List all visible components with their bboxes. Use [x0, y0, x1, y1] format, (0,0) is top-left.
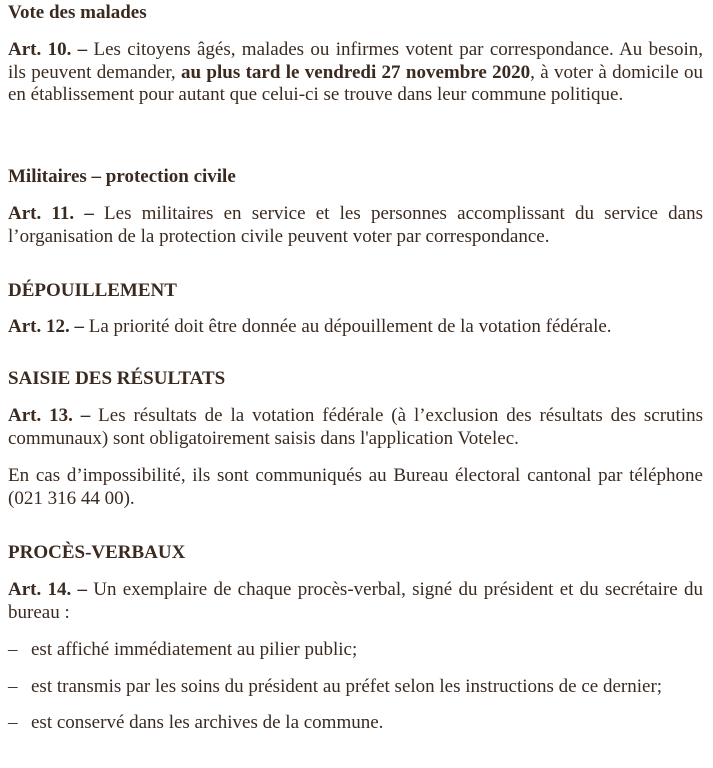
article-text: Les militaires en service et les personnes accomplissant du service dans l’organisation de la protection civile peuvent voter par correspondance. — [8, 203, 703, 247]
paragraph-art-10 — [8, 39, 703, 107]
proces-verbal-list — [8, 639, 703, 735]
article-text-end: , à voter à domicile ou en établissement pour autant que celui-ci se trouve dans leur commune politique. — [8, 61, 704, 105]
deadline-text: au plus tard le vendredi 27 novembre 2020 — [181, 61, 531, 83]
article-text: La priorité doit être donnée au dépouillement de la votation fédérale. — [83, 316, 612, 337]
section-heading-vote-malades: Vote des malades — [8, 2, 147, 23]
paragraph-impossibilite: En cas d’impossibilité, ils sont communiqués au Bureau électoral cantonal par téléphone (021 316 44 00). — [8, 465, 703, 509]
article-text: Un exemplaire de chaque procès-verbal, signé du président et du secrétaire du bureau : — [8, 579, 703, 623]
section-heading-proces-verbaux: PROCÈS-VERBAUX — [8, 542, 186, 563]
article-number: Art. 10. – — [8, 39, 88, 60]
article-text: Les résultats de la votation fédérale (à l’exclusion des résultats des scrutins communaux) sont obligatoirement saisis dans l'application Votelec. — [8, 405, 704, 449]
dash-bullet: – — [8, 712, 18, 733]
paragraph-art-14 — [8, 579, 703, 624]
section-heading-depouillement: DÉPOUILLEMENT — [8, 280, 177, 301]
article-number: Art. 14. – — [8, 579, 88, 600]
paragraph-art-12 — [8, 316, 703, 339]
list-item — [8, 639, 703, 662]
list-item — [8, 712, 703, 735]
section-heading-militaires: Militaires – protection civile — [8, 166, 236, 187]
list-item — [8, 676, 703, 699]
article-number: Art. 13. – — [8, 405, 91, 426]
list-item-text: est conservé dans les archives de la commune. — [31, 712, 384, 733]
list-item-text: est transmis par les soins du président au préfet selon les instructions de ce dernier; — [31, 675, 663, 697]
paragraph-art-13 — [8, 405, 703, 450]
article-number: Art. 12. – — [8, 316, 84, 337]
dash-bullet: – — [8, 639, 18, 660]
dash-bullet: – — [8, 675, 18, 697]
section-heading-saisie-resultats: SAISIE DES RÉSULTATS — [8, 368, 226, 389]
article-number: Art. 11. – — [8, 203, 94, 224]
list-item-text: est affiché immédiatement au pilier public; — [31, 639, 358, 660]
paragraph-art-11 — [8, 203, 703, 248]
article-text: Les citoyens âgés, malades ou infirmes votent par correspondance. Au besoin, ils peuvent demander, — [8, 39, 704, 83]
